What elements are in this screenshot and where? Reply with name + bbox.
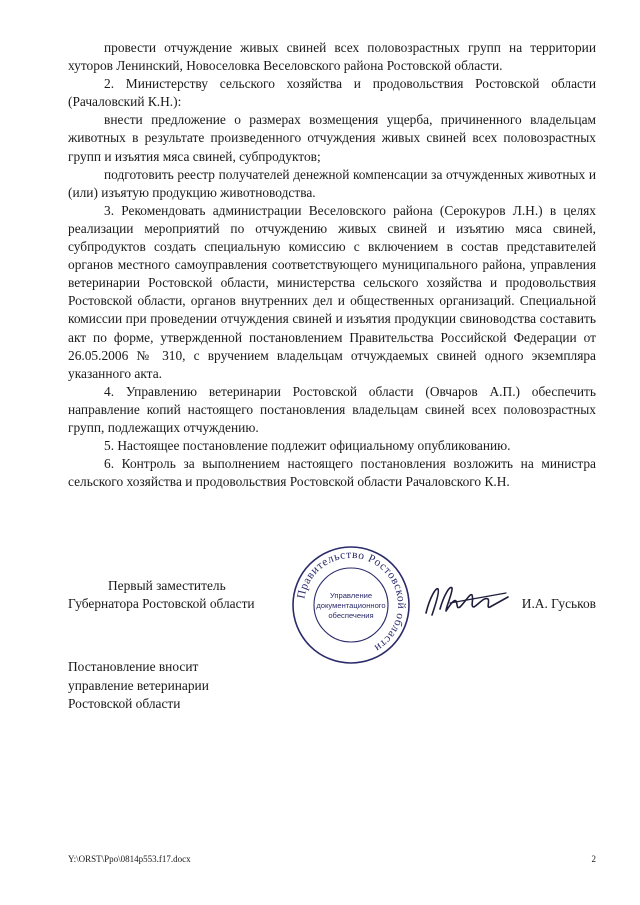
paragraph-1-continuation: провести отчуждение живых свиней всех половозрастных групп на территории хуторов Ленинский, Новоселовка Веселовского района Ростовской области. [68,40,596,74]
page-number: 2 [591,854,596,864]
seal-center-line-2: документационного [316,601,386,610]
signature-block [68,548,596,655]
paragraph-item-5: 5. Настоящее постановление подлежит официальному опубликованию. [104,438,511,454]
seal-center-line-3: обеспечения [328,611,374,620]
paragraph-item-3: 3. Рекомендовать администрации Веселовского района (Серокуров Л.Н.) в целях реализации мероприятий по отчуждению живых свиней и изъятию мяса свиней, субпродуктов создать специальную комиссию с включением в состав представителей органов местного самоуправления соответствующего муниципального района, управления ветеринарии Ростовской области, министерства сельского хозяйства и продовольствия Ростовской области, органов внутренних дел и общественных организаций. Специальной комиссии при проведении отчуждения свиней и изъятия продукции свиноводства составить акт по форме, утвержденной постановлением Правительства Российской Федерации от 26.05.2006 № 310, с вручением владельцам отчуждаемых свиней одного экземпляра указанного акта. [68,202,596,381]
submitter-line-3: Ростовской области [68,696,181,711]
seal-ring-text: Правительство Ростовской области [295,548,408,655]
paragraph-item-2-sub-2: подготовить реестр получателей денежной компенсации за отчужденных животных и (или) изъятую продукцию животноводства. [68,166,596,200]
footer-file-path: Y:\ORST\Ppo\0814p553.f17.docx [68,854,191,864]
submitter-note [68,658,209,714]
signatory-title [68,577,255,613]
seal-stamp-icon [289,543,413,667]
handwritten-signature-icon [420,579,512,623]
paragraph-item-2: 2. Министерству сельского хозяйства и продовольствия Ростовской области (Рачаловский К.Н.): [68,76,596,110]
signatory-title-line-1: Первый заместитель [108,578,226,593]
submitter-line-1: Постановление вносит [68,659,199,674]
body-text [68,39,596,491]
submitter-line-2: управление ветеринарии [68,677,209,693]
paragraph-item-4: 4. Управлению ветеринарии Ростовской области (Овчаров А.П.) обеспечить направление копий настоящего постановления владельцам свиней всех половозрастных групп, подлежащих отчуждению. [68,383,596,435]
seal-center-line-1: Управление [329,591,373,600]
signatory-title-line-2: Губернатора Ростовской области [68,596,255,611]
paragraph-item-6: 6. Контроль за выполнением настоящего постановления возложить на министра сельского хозяйства и продовольствия Ростовской области Рачаловского К.Н. [68,456,596,490]
paragraph-item-2-sub-1: внести предложение о размерах возмещения ущерба, причиненного владельцам животных в результате произведенного отчуждения живых свиней всех половозрастных групп и изъятия мяса свиней, субпродуктов; [68,112,596,164]
signatory-name: И.А. Гуськов [521,596,596,611]
